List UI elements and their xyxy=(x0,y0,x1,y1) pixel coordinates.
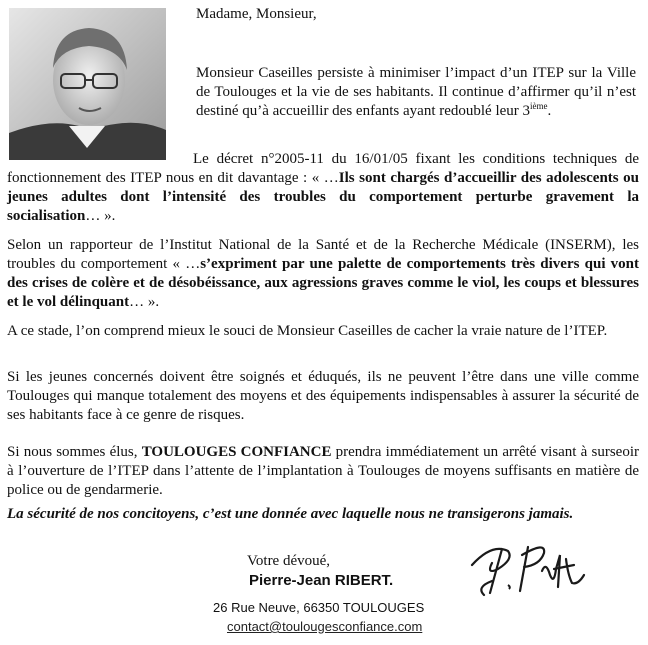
elus-end: prendra immédiatement un arrêté visant à surseoir à l’ouverture de l’ITEP dans l’attente de l’implantation à Toulouges de moyens suffisants en matière de police ou de gendarmerie. xyxy=(7,444,639,498)
decret-text: Le décret n°2005-11 du 16/01/05 fixant les conditions techniques de fonctionnement des ITEP nous en dit davantage : « … xyxy=(7,151,639,186)
letter-greeting: Madame, Monsieur, xyxy=(196,6,317,22)
elus-start: Si nous sommes élus, xyxy=(7,444,142,460)
stade-paragraph: A ce stade, l’on comprend mieux le souci de Monsieur Caseilles de cacher la vraie nature de l’ITEP. xyxy=(7,323,608,339)
closing-line: Votre dévoué, xyxy=(247,553,331,569)
jeunes-paragraph: Si les jeunes concernés doivent être soignés et éduqués, ils ne peuvent l’être dans une ville comme Toulouges qui manque totalement des moyens et des équipements indispensables à assurer la sécurité de ses habitants face à ce genre de risques. xyxy=(7,369,639,423)
handwritten-signature xyxy=(462,535,592,605)
intro-text: Monsieur Caseilles persiste à minimiser l’impact d’un ITEP sur la Ville de Toulouges et la vie de ses habitants. Il continue d’affirmer qu’il n’est destiné qu’à accueillir des enfants ayant redoublé leur 3 xyxy=(196,65,636,119)
elus-paragraph xyxy=(7,443,639,500)
decret-quote: Ils sont chargés d’accueillir des adolescents ou jeunes adultes dont l’intensité des troubles du comportement perturbe gravement la socialisation xyxy=(7,170,639,224)
inserm-paragraph xyxy=(7,236,639,312)
decret-end: … ». xyxy=(85,208,116,224)
elus-party-name: TOULOUGES CONFIANCE xyxy=(141,444,332,460)
intro-superscript: ième xyxy=(530,101,548,111)
contact-email-link[interactable]: contact@toulougesconfiance.com xyxy=(227,619,423,634)
inserm-text: Selon un rapporteur de l’Institut National de la Santé et de la Recherche Médicale (INSERM), les troubles du comportement « … xyxy=(7,237,639,272)
portrait-illustration xyxy=(9,8,166,160)
author-portrait-photo xyxy=(9,8,166,160)
postal-address: 26 Rue Neuve, 66350 TOULOUGES xyxy=(213,600,425,615)
inserm-quote: s’expriment par une palette de comportements très divers qui vont des crises de colère et de désobéissance, aux agressions graves comme le viol, les coups et blessures et le vol délinquant xyxy=(7,256,640,310)
securite-statement: La sécurité de nos concitoyens, c’est une donnée avec laquelle nous ne transigerons jamais. xyxy=(7,506,574,522)
inserm-end: … ». xyxy=(129,294,160,310)
intro-end: . xyxy=(547,103,552,119)
signature-block xyxy=(247,552,393,590)
decret-paragraph xyxy=(7,150,639,226)
signer-name: Pierre-Jean RIBERT. xyxy=(249,572,394,589)
intro-paragraph xyxy=(196,64,636,121)
